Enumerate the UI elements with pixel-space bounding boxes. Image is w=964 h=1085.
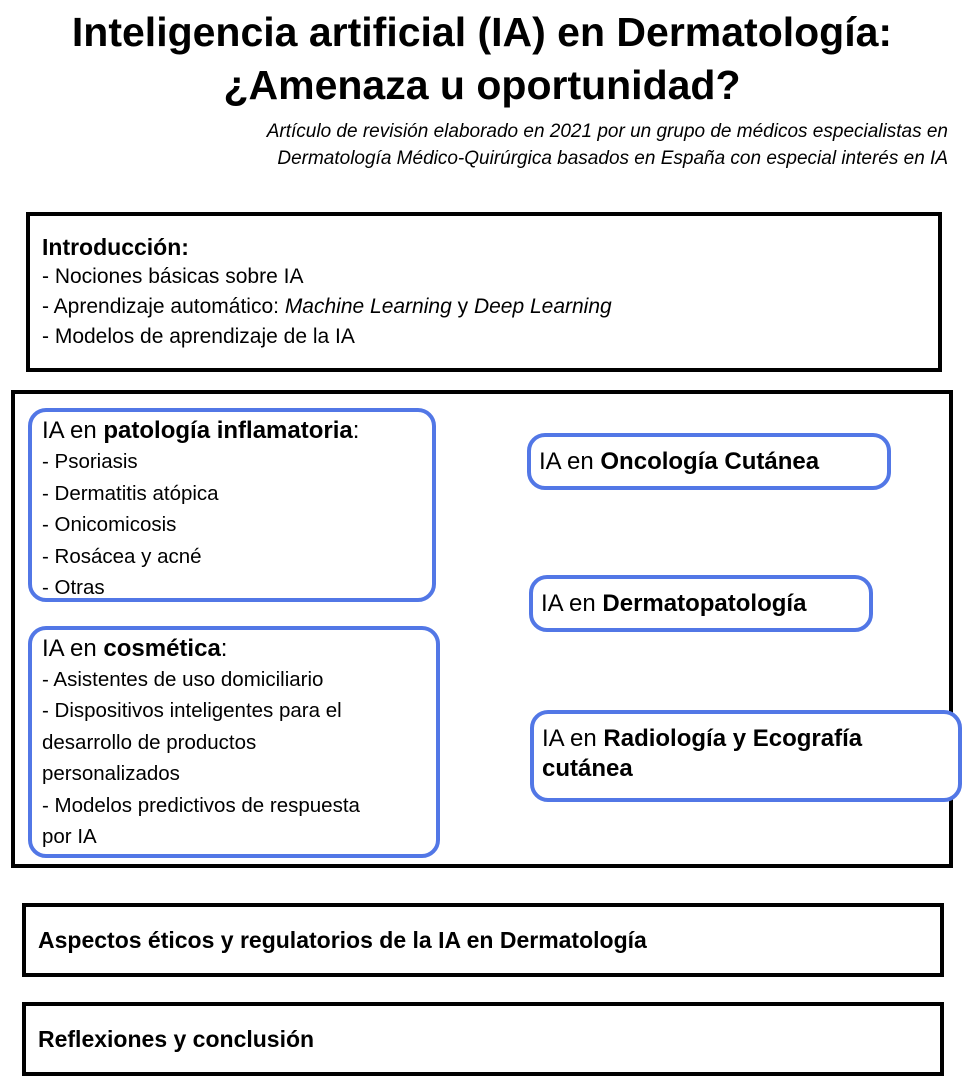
title-line-2: ¿Amenaza u oportunidad? [223,62,741,108]
radiology-label-line-1 [542,724,958,754]
dermatopathology-box [529,575,873,632]
list-item: desarrollo de productos [42,730,257,754]
introduction-heading: Introducción: [42,234,189,260]
deep-learning-term: Deep Learning [473,295,612,318]
oncology-bold: Oncología Cutánea [600,448,820,475]
applications-box [11,390,953,868]
conclusion-box [22,1002,944,1076]
list-item: - Rosácea y acné [42,544,202,568]
oncology-prefix: IA en [539,448,601,475]
radiology-bold-1: Radiología y Ecografía [603,725,863,752]
radiology-prefix: IA en [542,725,604,752]
cosmetics-heading-suffix: : [220,635,228,662]
subtitle-line-1: Artículo de revisión elaborado en 2021 por un grupo de médicos especialistas en [266,121,948,142]
list-item: - Otras [42,576,105,599]
oncology-label [539,447,887,477]
conclusion-label: Reflexiones y conclusión [38,1025,315,1052]
inflammatory-heading-prefix: IA en [42,417,104,444]
ethics-label: Aspectos éticos y regulatorios de la IA en Dermatología [38,926,647,953]
dermatopathology-bold: Dermatopatología [602,590,807,617]
cosmetics-heading-bold: cosmética [103,635,221,662]
cosmetics-box [28,626,440,858]
dermatopathology-label [541,589,869,619]
introduction-item-1: - Nociones básicas sobre IA [42,265,304,288]
inflammatory-heading [42,416,432,446]
list-item: - Psoriasis [42,450,138,473]
radiology-label-line-2 [542,754,958,784]
title-line-1: Inteligencia artificial (IA) en Dermatología: [71,9,893,55]
ethics-box [22,903,944,977]
inflammatory-heading-suffix: : [352,417,360,444]
radiology-bold-2: cutánea [542,755,633,782]
list-item: - Dermatitis atópica [42,481,219,505]
introduction-box [26,212,942,372]
list-item: por IA [42,825,97,849]
radiology-box [530,710,962,802]
cosmetics-heading-prefix: IA en [42,635,104,662]
machine-learning-term: Machine Learning [284,295,452,318]
introduction-item-2-conjunction: y [451,295,474,318]
list-item: - Modelos predictivos de respuesta [42,793,360,817]
list-item: - Dispositivos inteligentes para el [42,699,342,723]
introduction-item-3: - Modelos de aprendizaje de la IA [42,325,355,348]
introduction-item-2 [42,292,926,322]
oncology-box [527,433,891,490]
inflammatory-pathology-box [28,408,436,602]
inflammatory-heading-bold: patología inflamatoria [103,417,353,444]
list-item: - Asistentes de uso domiciliario [42,668,324,691]
cosmetics-heading [42,634,436,664]
dermatopathology-prefix: IA en [541,590,603,617]
subtitle [28,118,948,172]
subtitle-line-2: Dermatología Médico-Quirúrgica basados en España con especial interés en IA [277,148,948,169]
list-item: personalizados [42,762,180,786]
list-item: - Onicomicosis [42,513,177,536]
introduction-item-2-text: - Aprendizaje automático: [42,295,285,318]
page-title [0,6,964,112]
